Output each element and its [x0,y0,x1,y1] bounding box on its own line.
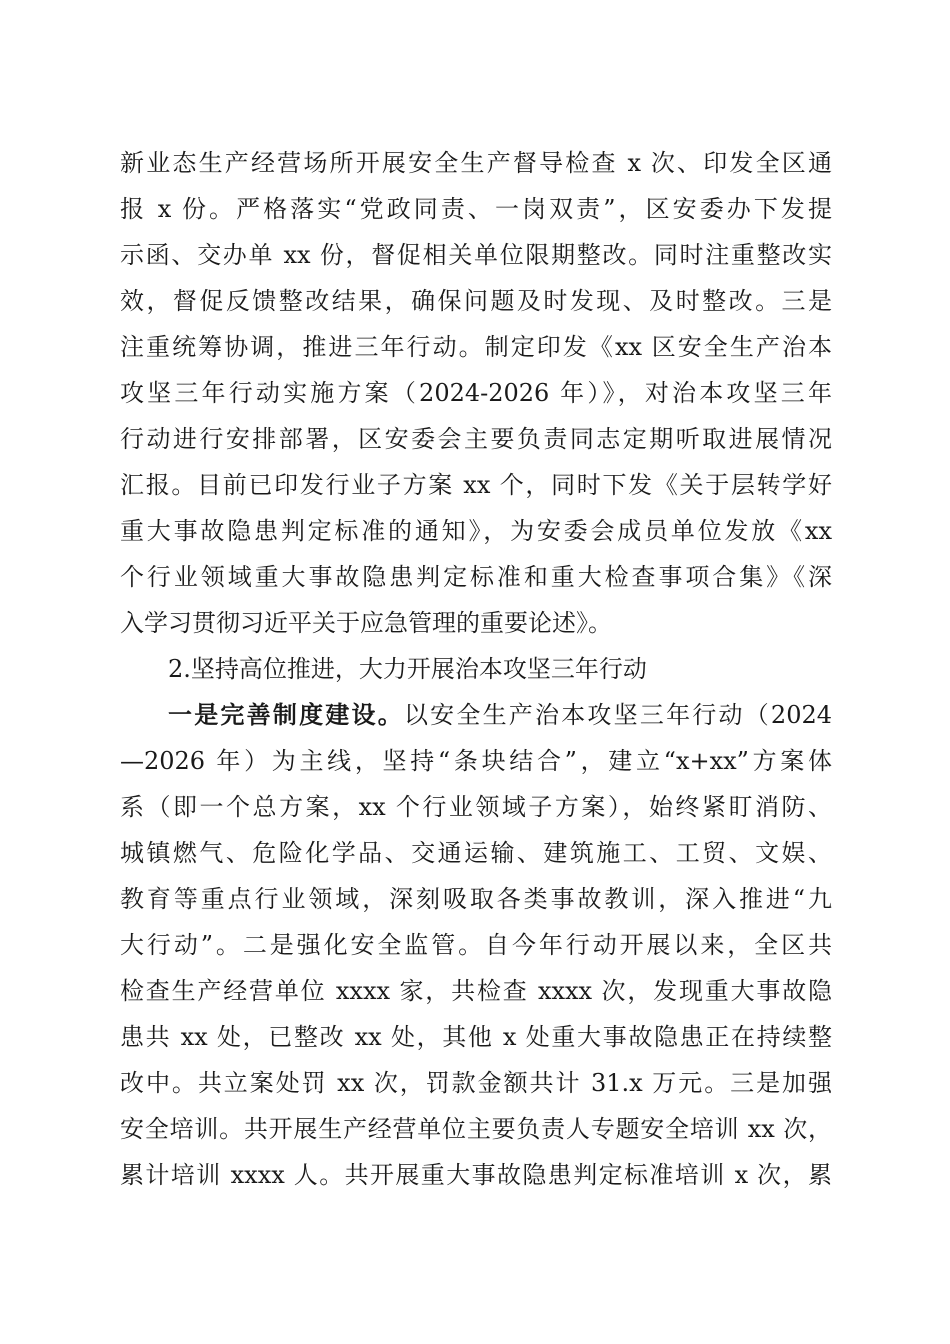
paragraph-line: 汇报。目前已印发行业子方案 xx 个，同时下发《关于层转学好 [120,471,832,499]
paragraph-line: 患共 xx 处，已整改 xx 处，其他 x 处重大事故隐患正在持续整 [120,1023,832,1051]
paragraph-line: 检查生产经营单位 xxxx 家，共检查 xxxx 次，发现重大事故隐 [120,977,832,1005]
paragraph-line: 系（即一个总方案，xx 个行业领域子方案），始终紧盯消防、 [120,793,832,821]
paragraph-line: 重大事故隐患判定标准的通知》，为安委会成员单位发放《xx [120,517,832,545]
bold-lead-phrase: 一是完善制度建设。 [168,700,404,729]
paragraph-line: 个行业领域重大事故隐患判定标准和重大检查事项合集》《深 [120,563,832,591]
paragraph-line: 城镇燃气、危险化学品、交通运输、建筑施工、工贸、文娱、 [120,839,832,867]
paragraph-line: 注重统筹协调，推进三年行动。制定印发《xx 区安全生产治本 [120,333,832,361]
paragraph-line: 改中。共立案处罚 xx 次，罚款金额共计 31.x 万元。三是加强 [120,1069,832,1097]
paragraph-line: 安全培训。共开展生产经营单位主要负责人专题安全培训 xx 次， [120,1115,832,1143]
paragraph-line: 报 x 份。严格落实“党政同责、一岗双责”，区安委办下发提 [120,195,832,223]
paragraph-line: 大行动”。二是强化安全监管。自今年行动开展以来，全区共 [120,931,832,959]
paragraph-line: 行动进行安排部署，区安委会主要负责同志定期听取进展情况 [120,425,832,453]
paragraph-line: 新业态生产经营场所开展安全生产督导检查 x 次、印发全区通 [120,149,832,177]
paragraph-line: —2026 年）为主线，坚持“条块结合”，建立“x+xx”方案体 [120,747,832,775]
document-body [120,140,832,1198]
section-heading: 2.坚持高位推进，大力开展治本攻坚三年行动 [168,655,647,683]
paragraph-first-line [120,692,832,738]
paragraph-line: 示函、交办单 xx 份，督促相关单位限期整改。同时注重整改实 [120,241,832,269]
paragraph-line: 累计培训 xxxx 人。共开展重大事故隐患判定标准培训 x 次，累 [120,1161,832,1189]
paragraph-line: 攻坚三年行动实施方案（2024-2026 年）》，对治本攻坚三年 [120,379,832,407]
paragraph-line: 入学习贯彻习近平关于应急管理的重要论述》。 [120,609,612,637]
paragraph-line: 教育等重点行业领域，深刻吸取各类事故教训，深入推进“九 [120,885,832,913]
paragraph-line: 效，督促反馈整改结果，确保问题及时发现、及时整改。三是 [120,287,832,315]
lead-line-rest: 以安全生产治本攻坚三年行动（2024 [403,701,833,729]
